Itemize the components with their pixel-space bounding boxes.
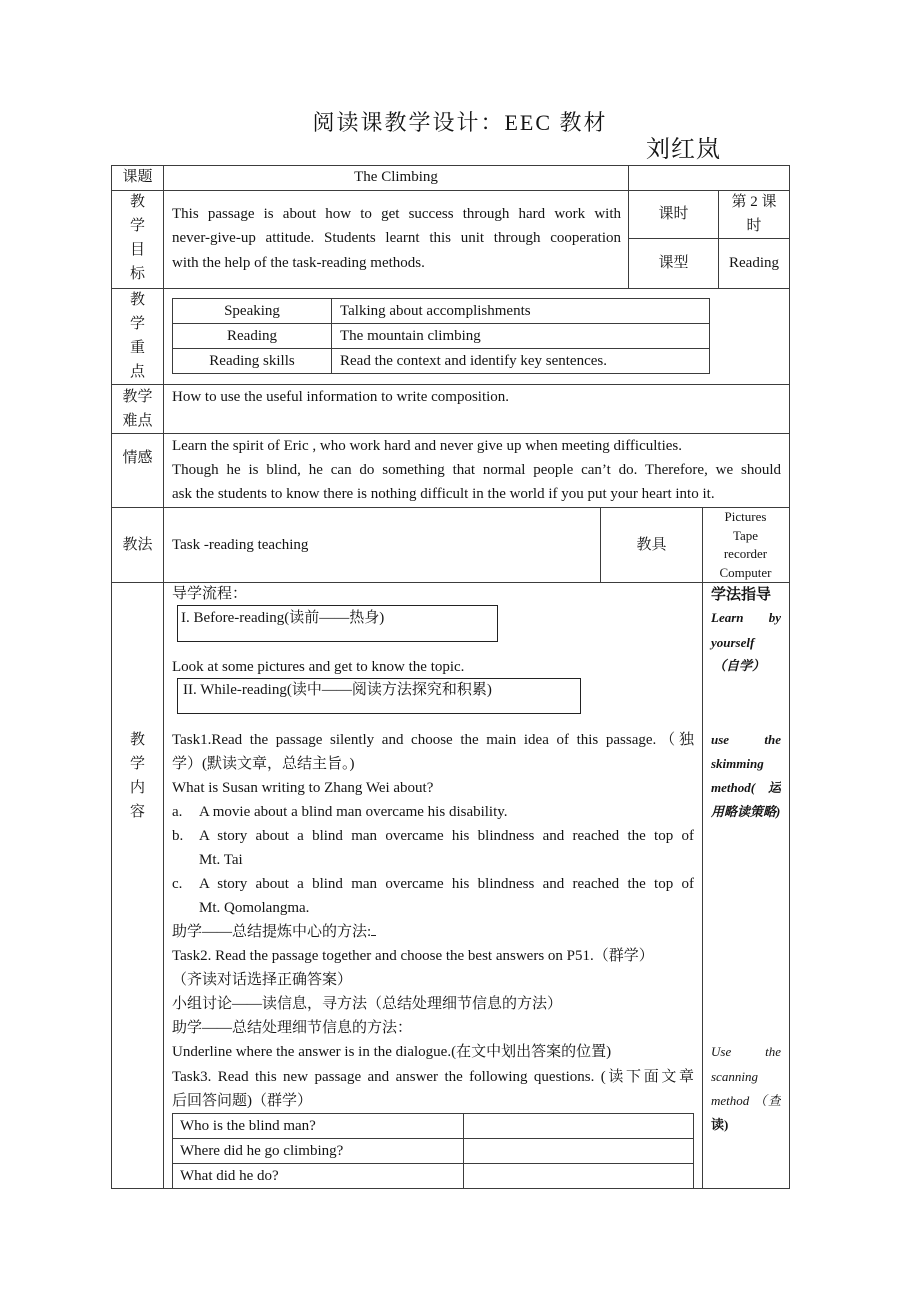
label-char: 标	[129, 266, 145, 282]
guidance-heading: 学法指导	[711, 585, 772, 603]
tools-list	[702, 508, 789, 582]
period-value-line: 时	[746, 218, 762, 234]
label-line: 难点	[122, 413, 153, 429]
document-title: 阅读课教学设计：EEC 教材	[312, 110, 608, 135]
guidance-skimming-line: skimming	[711, 756, 764, 771]
flow-heading: 导学流程：	[172, 586, 248, 602]
task1-line: Task1.Read the passage silently and choose the main idea of this passage.（独	[172, 732, 694, 748]
key-point-skill: Reading	[227, 328, 277, 344]
emotion-line: Though he is blind, he can do something that normal people can’t do. Therefore, we should	[172, 462, 781, 478]
label-char: 学	[129, 218, 145, 234]
guidance-scanning-line: 读)	[711, 1117, 729, 1132]
topic-value: The Climbing	[354, 169, 438, 185]
difficulty-label	[111, 385, 164, 433]
guidance-self-study-line: （自学）	[713, 658, 766, 673]
label-char: 学	[129, 316, 145, 332]
option-text: Mt. Qomolangma.	[199, 900, 310, 916]
guidance-self-study-line: Learn by	[711, 610, 781, 625]
label-char: 教	[129, 732, 145, 748]
key-points-label	[111, 288, 164, 384]
key-point-content: Read the context and identify key sentences.	[340, 353, 607, 369]
label-line: 教学	[122, 389, 153, 405]
question-text: What did he do?	[180, 1168, 279, 1184]
guidance-skimming-line: 用略读策略)	[711, 804, 781, 819]
label-char: 目	[129, 242, 145, 258]
objectives-line: with the help of the task-reading methods.	[172, 255, 425, 271]
label-char: 教	[129, 292, 145, 308]
topic-extra-cell	[628, 165, 790, 191]
answer-cell	[463, 1163, 694, 1189]
emotion-label-cell	[111, 433, 164, 508]
guidance-skimming-line: use the	[711, 732, 781, 747]
option-text: A story about a blind man overcame his blindness and reached the top of	[199, 828, 694, 844]
type-label: 课型	[658, 255, 689, 271]
period-value-line: 第 2 课	[731, 194, 777, 210]
option-letter: b.	[172, 828, 184, 844]
task3-line: 后回答问题)（群学）	[172, 1093, 312, 1109]
key-point-content: The mountain climbing	[340, 328, 481, 344]
option-text: Mt. Tai	[199, 852, 243, 868]
stage-before-reading: I. Before-reading(读前——热身)	[181, 610, 385, 626]
objectives-line: never-give-up attitude. Students learnt this unit through cooperation	[172, 230, 621, 246]
method-value: Task -reading teaching	[172, 537, 309, 553]
group-discussion: 小组讨论——读信息，寻方法（总结处理细节信息的方法）	[172, 996, 563, 1012]
content-label-cell	[111, 582, 164, 1189]
objectives-label	[111, 190, 164, 286]
period-value	[718, 190, 790, 238]
label-char: 教	[129, 194, 145, 210]
tool-item: recorder	[723, 546, 768, 561]
option-text: A movie about a blind man overcame his disability.	[199, 804, 508, 820]
method-label: 教法	[122, 537, 153, 553]
guidance-skimming-line: method( 运	[711, 780, 781, 795]
help-main-idea-text: 助学——总结提炼中心的方法:	[172, 924, 372, 940]
content-label	[111, 728, 164, 824]
label-char: 重	[129, 340, 145, 356]
answer-cell	[463, 1138, 694, 1164]
question-text: Who is the blind man?	[180, 1118, 316, 1134]
guidance-self-study-line: yourself	[711, 635, 755, 650]
emotion-line: Learn the spirit of Eric , who work hard and never give up when meeting difficulties.	[172, 438, 682, 454]
tool-item: Pictures	[724, 509, 767, 524]
tools-label: 教具	[636, 537, 667, 553]
guidance-scanning-line: scanning	[711, 1069, 758, 1084]
tool-item: Tape	[732, 527, 759, 543]
task1-line: 学）(默读文章，总结主旨。)	[172, 756, 355, 772]
key-point-content: Talking about accomplishments	[340, 303, 531, 319]
emotion-label: 情感	[122, 450, 153, 466]
label-char: 容	[129, 804, 145, 820]
help-main-idea	[172, 920, 376, 944]
option-letter: c.	[172, 876, 183, 892]
answer-cell	[463, 1113, 694, 1139]
emotion-line: ask the students to know there is nothing difficult in the world if you put your heart into it.	[172, 486, 715, 502]
period-label: 课时	[658, 206, 689, 222]
author-name: 刘红岚	[646, 137, 721, 163]
task1-question: What is Susan writing to Zhang Wei about?	[172, 780, 434, 796]
topic-label: 课题	[122, 169, 153, 185]
stage-before-reading-note: Look at some pictures and get to know the topic.	[172, 659, 465, 675]
objectives-line: This passage is about how to get success through hard work with	[172, 206, 621, 222]
label-char: 点	[129, 364, 145, 380]
label-char: 学	[129, 756, 145, 772]
key-point-skill: Reading skills	[209, 353, 295, 369]
guidance-scanning-line: method （查	[711, 1093, 781, 1108]
underline-note: Underline where the answer is in the dialogue.(在文中划出答案的位置)	[172, 1044, 612, 1060]
question-text: Where did he go climbing?	[180, 1143, 344, 1159]
type-value: Reading	[729, 255, 779, 271]
tool-item: Computer	[719, 564, 772, 580]
label-char: 内	[129, 780, 145, 796]
key-point-skill: Speaking	[224, 303, 280, 319]
guidance-scanning-line: Use the	[711, 1044, 781, 1059]
stage-while-reading: II. While-reading(读中——阅读方法探究和积累)	[183, 682, 492, 698]
difficulty-text: How to use the useful information to write composition.	[172, 389, 510, 405]
task3-line: Task3. Read this new passage and answer the following questions. (读下面文章	[172, 1069, 694, 1085]
task2-line: Task2. Read the passage together and choose the best answers on P51.（群学）	[172, 948, 654, 964]
task2-line: （齐读对话选择正确答案）	[172, 972, 353, 988]
option-text: A story about a blind man overcame his blindness and reached the top of	[199, 876, 694, 892]
help-detail-info: 助学——总结处理细节信息的方法：	[172, 1020, 413, 1036]
fill-blank	[371, 921, 376, 936]
option-letter: a.	[172, 804, 183, 820]
